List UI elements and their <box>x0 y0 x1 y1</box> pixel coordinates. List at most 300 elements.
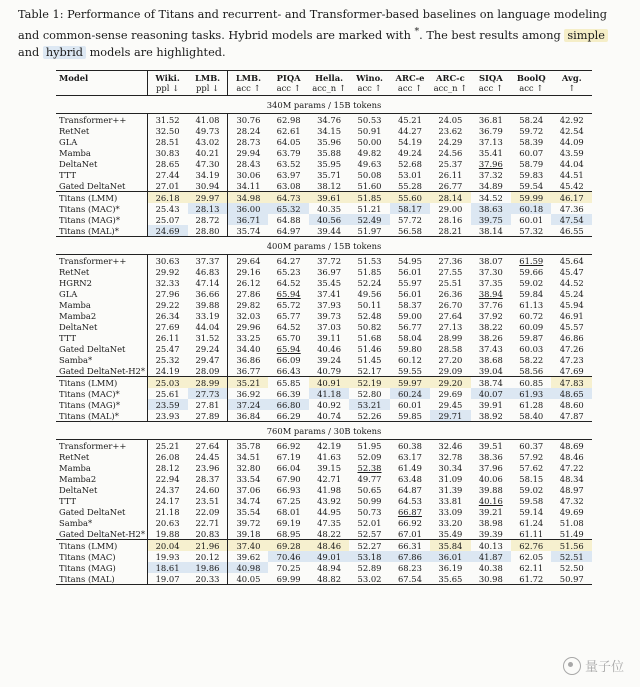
value-cell: 37.03 <box>317 321 342 332</box>
value-cell: 58.39 <box>519 136 544 147</box>
value-cell: 52.38 <box>357 462 382 473</box>
value-cell: 52.27 <box>349 540 389 552</box>
model-name-cell: Transformer++ <box>59 114 127 125</box>
value-cell: 41.63 <box>317 451 342 462</box>
value-cell: 48.60 <box>559 399 584 410</box>
value-cell: 38.98 <box>478 517 503 528</box>
value-cell: 29.69 <box>438 388 463 399</box>
value-cell: 51.85 <box>349 192 389 204</box>
value-cell: 58.17 <box>390 203 430 214</box>
value-cell: 64.88 <box>276 214 301 225</box>
value-cell: 25.37 <box>438 158 463 169</box>
value-cell: 59.55 <box>397 365 422 376</box>
value-cell: 59.02 <box>519 484 544 495</box>
table-row <box>56 517 592 528</box>
value-cell: 52.26 <box>357 410 382 421</box>
value-cell: 61.49 <box>397 462 422 473</box>
value-cell: 41.18 <box>309 388 349 399</box>
value-cell: 60.12 <box>397 354 422 365</box>
value-cell: 36.79 <box>478 125 503 136</box>
value-cell: 35.41 <box>478 147 503 158</box>
value-cell: 45.42 <box>559 180 584 191</box>
table-row <box>56 192 592 204</box>
value-cell: 66.93 <box>276 484 301 495</box>
value-cell: 39.18 <box>228 528 268 540</box>
value-cell: 47.30 <box>195 158 220 169</box>
value-cell: 44.09 <box>559 136 584 147</box>
watermark-logo-icon <box>563 657 581 675</box>
value-cell: 52.50 <box>559 562 584 573</box>
value-cell: 27.89 <box>195 410 220 421</box>
value-cell: 66.04 <box>276 462 301 473</box>
column-header-name: Wino. <box>349 71 389 84</box>
value-cell: 56.01 <box>397 288 422 299</box>
value-cell: 67.01 <box>397 528 422 539</box>
value-cell: 45.57 <box>559 321 584 332</box>
section-header-row <box>56 237 592 255</box>
table-row <box>56 214 592 225</box>
value-cell: 49.69 <box>559 506 584 517</box>
simple-highlight-label: simple <box>564 29 608 42</box>
value-cell: 55.60 <box>390 192 430 204</box>
value-cell: 36.77 <box>228 365 268 377</box>
value-cell: 34.98 <box>228 192 268 204</box>
value-cell: 47.54 <box>551 214 592 225</box>
value-cell: 52.89 <box>357 562 382 573</box>
value-cell: 47.26 <box>559 343 584 354</box>
value-cell: 30.83 <box>147 147 187 158</box>
value-cell: 25.07 <box>147 214 187 225</box>
value-cell: 36.97 <box>317 266 342 277</box>
value-cell: 52.17 <box>357 365 382 376</box>
value-cell: 22.71 <box>195 517 220 528</box>
value-cell: 37.06 <box>228 484 268 495</box>
value-cell: 36.86 <box>228 354 268 365</box>
value-cell: 44.51 <box>559 169 584 180</box>
value-cell: 65.32 <box>268 203 308 214</box>
value-cell: 31.09 <box>438 473 463 484</box>
value-cell: 64.73 <box>268 192 308 204</box>
value-cell: 61.93 <box>511 388 551 399</box>
value-cell: 66.92 <box>397 517 422 528</box>
value-cell: 61.13 <box>519 299 544 310</box>
value-cell: 39.39 <box>478 528 503 539</box>
value-cell: 28.65 <box>147 158 187 169</box>
value-cell: 27.55 <box>438 266 463 277</box>
value-cell: 40.38 <box>478 562 503 573</box>
model-name-cell: Transformer++ <box>59 255 127 266</box>
value-cell: 63.17 <box>397 451 422 462</box>
table-row <box>56 388 592 399</box>
table-row <box>56 147 592 158</box>
value-cell: 27.36 <box>438 255 463 266</box>
results-table <box>56 70 592 585</box>
model-name-cell: Samba* <box>59 517 93 528</box>
table-row <box>56 158 592 169</box>
value-cell: 38.63 <box>471 203 511 214</box>
value-cell: 19.07 <box>147 573 187 585</box>
value-cell: 28.16 <box>438 214 463 225</box>
value-cell: 61.59 <box>519 255 544 266</box>
model-name-cell: TTT <box>59 332 77 343</box>
value-cell: 31.52 <box>147 114 187 126</box>
value-cell: 49.73 <box>195 125 220 136</box>
column-header-metric: ppl ↓ <box>147 83 187 96</box>
value-cell: 30.63 <box>147 255 187 267</box>
model-name-cell: Titans (MAG)* <box>59 214 121 225</box>
value-cell: 27.81 <box>195 399 220 410</box>
value-cell: 56.01 <box>397 266 422 277</box>
value-cell: 40.06 <box>478 473 503 484</box>
value-cell: 46.55 <box>559 225 584 236</box>
value-cell: 21.96 <box>188 540 228 552</box>
value-cell: 44.52 <box>559 277 584 288</box>
table-row <box>56 399 592 410</box>
column-header-name: ARC-e <box>390 71 430 84</box>
value-cell: 51.21 <box>357 203 382 214</box>
value-cell: 30.94 <box>195 180 220 191</box>
value-cell: 65.70 <box>276 332 301 343</box>
table-row <box>56 169 592 180</box>
column-header-name: Wiki. <box>147 71 187 84</box>
model-name-cell: Titans (MAL)* <box>59 410 119 421</box>
value-cell: 64.97 <box>276 225 301 236</box>
value-cell: 51.95 <box>357 440 382 451</box>
model-name-cell: Titans (MAC)* <box>59 203 120 214</box>
value-cell: 26.34 <box>147 310 187 321</box>
value-cell: 29.00 <box>438 203 463 214</box>
value-cell: 59.54 <box>519 180 544 191</box>
value-cell: 19.86 <box>188 562 228 573</box>
value-cell: 28.24 <box>228 125 268 136</box>
value-cell: 39.11 <box>317 332 342 343</box>
value-cell: 51.68 <box>357 332 382 343</box>
value-cell: 39.72 <box>228 517 268 528</box>
value-cell: 65.85 <box>268 377 308 389</box>
value-cell: 50.73 <box>357 506 382 517</box>
value-cell: 28.12 <box>147 462 187 473</box>
value-cell: 38.22 <box>478 321 503 332</box>
value-cell: 49.82 <box>357 147 382 158</box>
value-cell: 37.96 <box>478 462 503 473</box>
value-cell: 53.18 <box>349 551 389 562</box>
value-cell: 52.09 <box>357 451 382 462</box>
value-cell: 28.21 <box>438 225 463 236</box>
value-cell: 40.91 <box>309 377 349 389</box>
column-header-metric: acc ↑ <box>276 83 301 93</box>
value-cell: 32.80 <box>228 462 268 473</box>
table-row <box>56 410 592 422</box>
value-cell: 65.72 <box>276 299 301 310</box>
value-cell: 37.72 <box>317 255 342 266</box>
value-cell: 30.06 <box>228 169 268 180</box>
model-name-cell: Gated DeltaNet-H2* <box>59 365 146 376</box>
value-cell: 25.47 <box>147 343 187 354</box>
value-cell: 40.07 <box>471 388 511 399</box>
caption-text-and: and <box>18 45 43 59</box>
value-cell: 26.11 <box>438 169 463 180</box>
value-cell: 63.79 <box>276 147 301 158</box>
value-cell: 29.94 <box>228 147 268 158</box>
value-cell: 36.19 <box>438 562 463 573</box>
value-cell: 29.24 <box>195 343 220 354</box>
value-cell: 58.04 <box>397 332 422 343</box>
column-header-name: LMB. <box>228 71 268 84</box>
value-cell: 41.87 <box>471 551 511 562</box>
value-cell: 51.53 <box>357 255 382 266</box>
value-cell: 54.19 <box>397 136 422 147</box>
value-cell: 35.71 <box>317 169 342 180</box>
table-row <box>56 136 592 147</box>
value-cell: 35.88 <box>317 147 342 158</box>
value-cell: 47.87 <box>559 410 584 421</box>
table-row <box>56 125 592 136</box>
value-cell: 29.20 <box>430 377 470 389</box>
value-cell: 21.18 <box>147 506 187 517</box>
value-cell: 26.70 <box>438 299 463 310</box>
table-row <box>56 225 592 237</box>
value-cell: 37.96 <box>478 158 503 169</box>
model-name-cell: DeltaNet <box>59 321 98 332</box>
value-cell: 52.48 <box>357 310 382 321</box>
table-row <box>56 203 592 214</box>
value-cell: 38.74 <box>471 377 511 389</box>
value-cell: 43.92 <box>317 495 342 506</box>
value-cell: 22.09 <box>195 506 220 517</box>
value-cell: 46.91 <box>559 310 584 321</box>
column-header-name: BoolQ <box>511 71 551 84</box>
table-row <box>56 440 592 452</box>
table-row <box>56 277 592 288</box>
value-cell: 61.28 <box>519 399 544 410</box>
value-cell: 60.72 <box>519 310 544 321</box>
value-cell: 53.21 <box>349 399 389 410</box>
value-cell: 48.46 <box>559 451 584 462</box>
value-cell: 47.69 <box>559 365 584 376</box>
value-cell: 27.13 <box>438 321 463 332</box>
value-cell: 28.99 <box>188 377 228 389</box>
hybrid-highlight-label: hybrid <box>43 46 86 59</box>
value-cell: 55.97 <box>397 277 422 288</box>
value-cell: 34.40 <box>228 343 268 354</box>
table-row <box>56 551 592 562</box>
value-cell: 35.84 <box>430 540 470 552</box>
value-cell: 39.75 <box>471 214 511 225</box>
value-cell: 42.71 <box>317 473 342 484</box>
value-cell: 39.88 <box>195 299 220 310</box>
value-cell: 58.40 <box>519 410 544 421</box>
value-cell: 23.96 <box>195 462 220 473</box>
value-cell: 25.32 <box>147 354 187 365</box>
value-cell: 34.89 <box>478 180 503 191</box>
value-cell: 48.46 <box>309 540 349 552</box>
table-row <box>56 114 592 126</box>
watermark-text: 量子位 <box>584 660 624 675</box>
caption-star: * <box>414 26 420 37</box>
value-cell: 58.37 <box>397 299 422 310</box>
table-row <box>56 528 592 540</box>
value-cell: 61.24 <box>519 517 544 528</box>
value-cell: 33.54 <box>228 473 268 484</box>
value-cell: 48.22 <box>317 528 342 539</box>
value-cell: 49.56 <box>357 288 382 299</box>
column-header-metric: ↑ <box>568 83 576 93</box>
value-cell: 59.72 <box>519 125 544 136</box>
value-cell: 66.29 <box>276 410 301 421</box>
value-cell: 35.96 <box>317 136 342 147</box>
value-cell: 59.14 <box>519 506 544 517</box>
value-cell: 27.64 <box>195 440 220 451</box>
value-cell: 27.86 <box>228 288 268 299</box>
table-row <box>56 506 592 517</box>
value-cell: 43.59 <box>559 147 584 158</box>
value-cell: 38.12 <box>317 180 342 191</box>
value-cell: 67.54 <box>390 573 430 585</box>
value-cell: 30.76 <box>228 114 268 126</box>
value-cell: 70.46 <box>268 551 308 562</box>
section-title: 400M params / 15B tokens <box>56 237 592 255</box>
model-name-cell: Titans (LMM) <box>56 377 147 389</box>
value-cell: 49.63 <box>357 158 382 169</box>
value-cell: 48.94 <box>317 562 342 573</box>
column-header-metric: acc ↑ <box>478 83 503 93</box>
value-cell: 59.83 <box>519 169 544 180</box>
value-cell: 40.16 <box>478 495 503 506</box>
value-cell: 31.39 <box>438 484 463 495</box>
value-cell: 38.07 <box>478 255 503 266</box>
value-cell: 34.51 <box>228 451 268 462</box>
value-cell: 66.39 <box>276 388 301 399</box>
value-cell: 32.50 <box>147 125 187 136</box>
value-cell: 56.77 <box>397 321 422 332</box>
model-name-cell: RetNet <box>59 125 90 136</box>
table-row <box>56 180 592 192</box>
table-row <box>56 365 592 377</box>
value-cell: 42.54 <box>559 125 584 136</box>
value-cell: 45.24 <box>559 288 584 299</box>
value-cell: 63.52 <box>276 158 301 169</box>
value-cell: 20.12 <box>195 551 220 562</box>
value-cell: 51.46 <box>357 343 382 354</box>
value-cell: 33.20 <box>438 517 463 528</box>
model-name-cell: Titans (MAL)* <box>59 225 119 236</box>
section-title: 340M params / 15B tokens <box>56 96 592 114</box>
value-cell: 47.23 <box>559 354 584 365</box>
model-name-cell: Mamba2 <box>59 473 97 484</box>
value-cell: 26.08 <box>147 451 187 462</box>
value-cell: 29.64 <box>228 255 268 267</box>
model-name-cell: DeltaNet <box>59 484 98 495</box>
value-cell: 51.56 <box>551 540 592 552</box>
value-cell: 66.80 <box>268 399 308 410</box>
value-cell: 19.93 <box>147 551 187 562</box>
value-cell: 45.21 <box>397 114 422 125</box>
value-cell: 48.65 <box>551 388 592 399</box>
value-cell: 38.92 <box>478 410 503 421</box>
value-cell: 37.35 <box>478 277 503 288</box>
value-cell: 62.98 <box>276 114 301 125</box>
model-name-cell: GLA <box>59 288 78 299</box>
value-cell: 29.22 <box>147 299 187 310</box>
model-column-header: Model <box>56 71 147 96</box>
model-name-cell: Gated DeltaNet-H2* <box>59 528 146 539</box>
value-cell: 39.04 <box>478 365 503 376</box>
value-cell: 29.09 <box>438 365 463 376</box>
value-cell: 29.97 <box>188 192 228 204</box>
column-header-metric: acc ↑ <box>357 83 382 93</box>
value-cell: 51.60 <box>357 180 382 191</box>
table-row <box>56 343 592 354</box>
value-cell: 60.38 <box>397 440 422 451</box>
value-cell: 52.68 <box>397 158 422 169</box>
column-header-metric: acc ↑ <box>519 83 544 93</box>
value-cell: 56.58 <box>397 225 422 236</box>
value-cell: 28.72 <box>195 214 220 225</box>
value-cell: 41.08 <box>195 114 220 125</box>
value-cell: 44.04 <box>195 321 220 332</box>
value-cell: 20.33 <box>188 573 228 585</box>
value-cell: 34.15 <box>317 125 342 136</box>
value-cell: 38.94 <box>478 288 503 299</box>
value-cell: 63.08 <box>276 180 301 191</box>
value-cell: 28.51 <box>147 136 187 147</box>
value-cell: 50.08 <box>357 169 382 180</box>
value-cell: 43.02 <box>195 136 220 147</box>
column-header-metric: acc ↑ <box>397 83 422 93</box>
value-cell: 50.53 <box>357 114 382 125</box>
value-cell: 48.34 <box>559 473 584 484</box>
value-cell: 42.19 <box>317 440 342 451</box>
value-cell: 34.76 <box>317 114 342 125</box>
value-cell: 60.03 <box>519 343 544 354</box>
model-name-cell: RetNet <box>59 266 90 277</box>
value-cell: 35.74 <box>228 225 268 237</box>
value-cell: 60.37 <box>519 440 544 451</box>
value-cell: 68.01 <box>276 506 301 517</box>
value-cell: 25.43 <box>147 203 187 214</box>
value-cell: 67.86 <box>390 551 430 562</box>
value-cell: 25.51 <box>438 277 463 288</box>
value-cell: 50.65 <box>357 484 382 495</box>
value-cell: 47.35 <box>317 517 342 528</box>
value-cell: 40.74 <box>317 410 342 421</box>
value-cell: 35.49 <box>438 528 463 539</box>
model-name-cell: Gated DeltaNet <box>59 180 126 191</box>
column-header-name: LMB. <box>188 71 228 84</box>
value-cell: 36.66 <box>195 288 220 299</box>
table-row <box>56 266 592 277</box>
value-cell: 28.13 <box>188 203 228 214</box>
value-cell: 64.87 <box>397 484 422 495</box>
header-row-names <box>56 71 592 84</box>
value-cell: 29.47 <box>195 354 220 365</box>
value-cell: 60.85 <box>511 377 551 389</box>
value-cell: 37.76 <box>478 299 503 310</box>
value-cell: 52.57 <box>357 528 382 539</box>
value-cell: 60.09 <box>519 321 544 332</box>
value-cell: 69.19 <box>276 517 301 528</box>
value-cell: 59.87 <box>519 332 544 343</box>
model-name-cell: Titans (MAC)* <box>59 388 120 399</box>
section-header-row <box>56 422 592 440</box>
value-cell: 66.92 <box>276 440 301 451</box>
model-name-cell: TTT <box>59 169 77 180</box>
model-name-cell: Mamba <box>59 299 91 310</box>
value-cell: 58.22 <box>519 354 544 365</box>
value-cell: 52.80 <box>357 388 382 399</box>
value-cell: 41.98 <box>317 484 342 495</box>
value-cell: 64.52 <box>276 321 301 332</box>
